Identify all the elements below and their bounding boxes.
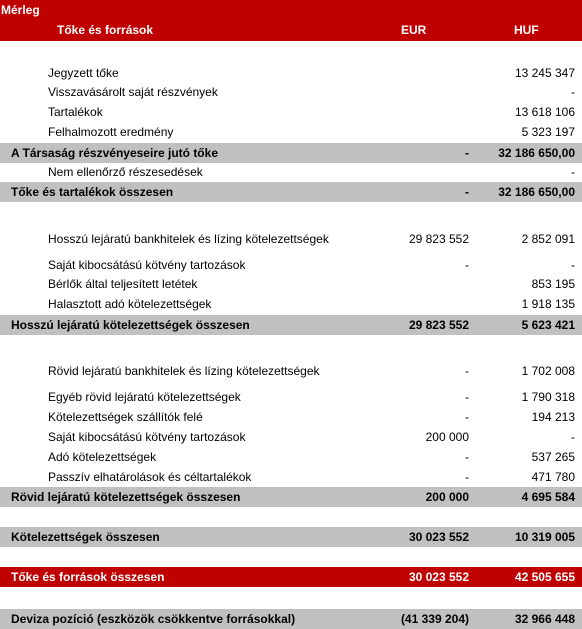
row-huf: 537 265 [531, 450, 575, 464]
row-huf: - [571, 85, 575, 99]
row-label: Visszavásárolt saját részvények [48, 85, 218, 99]
table-row [0, 387, 582, 407]
row-huf: - [571, 165, 575, 179]
row-huf: 5 623 421 [521, 318, 575, 332]
row-label: Adó kötelezettségek [48, 450, 157, 464]
row-huf: 42 505 655 [514, 570, 575, 584]
row-huf: 10 319 005 [514, 530, 575, 544]
row-huf: - [571, 430, 575, 444]
row-eur: - [465, 390, 469, 404]
row-eur: - [465, 185, 469, 199]
row-label: Rövid lejáratú bankhitelek és lízing kötelezettségek [48, 364, 320, 378]
row-label: Tőke és tartalékok összesen [11, 185, 174, 199]
row-huf: 853 195 [531, 277, 575, 291]
row-huf: 13 245 347 [514, 66, 575, 80]
table-row [0, 162, 582, 182]
row-label: Tartalékok [48, 105, 103, 119]
row-eur: 29 823 552 [408, 232, 469, 246]
row-eur: (41 339 204) [400, 612, 469, 626]
row-label: Saját kibocsátású kötvény tartozások [48, 258, 246, 272]
row-eur: - [465, 470, 469, 484]
row-eur: 200 000 [425, 490, 469, 504]
table-row [0, 274, 582, 294]
subtotal-row [0, 315, 582, 335]
table-row [0, 82, 582, 102]
row-huf: 5 323 197 [521, 125, 575, 139]
row-huf: 1 790 318 [521, 390, 575, 404]
subtotal-row [0, 143, 582, 163]
table-row [0, 63, 582, 83]
row-label: Hosszú lejáratú bankhitelek és lízing kötelezettségek [48, 232, 329, 246]
row-label: A Társaság részvényeseire jutó tőke [11, 146, 218, 160]
header-huf: HUF [514, 23, 539, 37]
row-huf: - [571, 258, 575, 272]
table-row [0, 102, 582, 122]
subtotal-row [0, 182, 582, 202]
row-eur: - [465, 364, 469, 378]
row-label: Kötelezettségek összesen [11, 530, 160, 544]
row-huf: 1 702 008 [521, 364, 575, 378]
table-row [0, 294, 582, 314]
row-label: Saját kibocsátású kötvény tartozások [48, 430, 246, 444]
row-eur: 29 823 552 [408, 318, 469, 332]
row-huf: 2 852 091 [521, 232, 575, 246]
row-label: Hosszú lejáratú kötelezettségek összesen [11, 318, 250, 332]
row-label: Egyéb rövid lejáratú kötelezettségek [48, 390, 241, 404]
subtotal-row [0, 609, 582, 629]
table-row [0, 447, 582, 467]
table-row [0, 255, 582, 275]
row-label: Rövid lejáratú kötelezettségek összesen [11, 490, 241, 504]
sheet-title: Mérleg [0, 0, 582, 20]
row-huf: 194 213 [531, 410, 575, 424]
table-row [0, 407, 582, 427]
row-huf: 471 780 [531, 470, 575, 484]
table-row [0, 427, 582, 447]
row-label: Bérlők által teljesített letétek [48, 277, 198, 291]
row-eur: 30 023 552 [408, 530, 469, 544]
grand-total-row [0, 567, 582, 587]
row-eur: - [465, 450, 469, 464]
row-huf: 13 618 106 [514, 105, 575, 119]
row-label: Deviza pozíció (eszközök csökkentve forrásokkal) [11, 612, 296, 626]
table-row [0, 122, 582, 142]
row-label: Kötelezettségek szállítók felé [48, 410, 203, 424]
subtotal-row [0, 527, 582, 547]
row-huf: 32 186 650,00 [498, 185, 575, 199]
subtotal-row [0, 487, 582, 507]
table-row [0, 467, 582, 487]
row-label: Nem ellenőrző részesedések [48, 165, 203, 179]
row-label: Tőke és források összesen [11, 570, 165, 584]
row-huf: 32 966 448 [514, 612, 575, 626]
row-eur: - [465, 410, 469, 424]
row-eur: - [465, 146, 469, 160]
row-label: Jegyzett tőke [48, 66, 119, 80]
row-label: Halasztott adó kötelezettségek [48, 297, 212, 311]
row-eur: 30 023 552 [408, 570, 469, 584]
row-huf: 4 695 584 [521, 490, 575, 504]
row-label: Passzív elhatárolások és céltartalékok [48, 470, 252, 484]
table-row [0, 361, 582, 381]
table-header [0, 20, 582, 41]
row-eur: - [465, 258, 469, 272]
header-label: Tőke és források [57, 23, 154, 37]
row-label: Felhalmozott eredmény [48, 125, 174, 139]
row-huf: 32 186 650,00 [498, 146, 575, 160]
header-eur: EUR [401, 23, 427, 37]
row-eur: 200 000 [425, 430, 469, 444]
row-huf: 1 918 135 [521, 297, 575, 311]
table-row [0, 229, 582, 249]
